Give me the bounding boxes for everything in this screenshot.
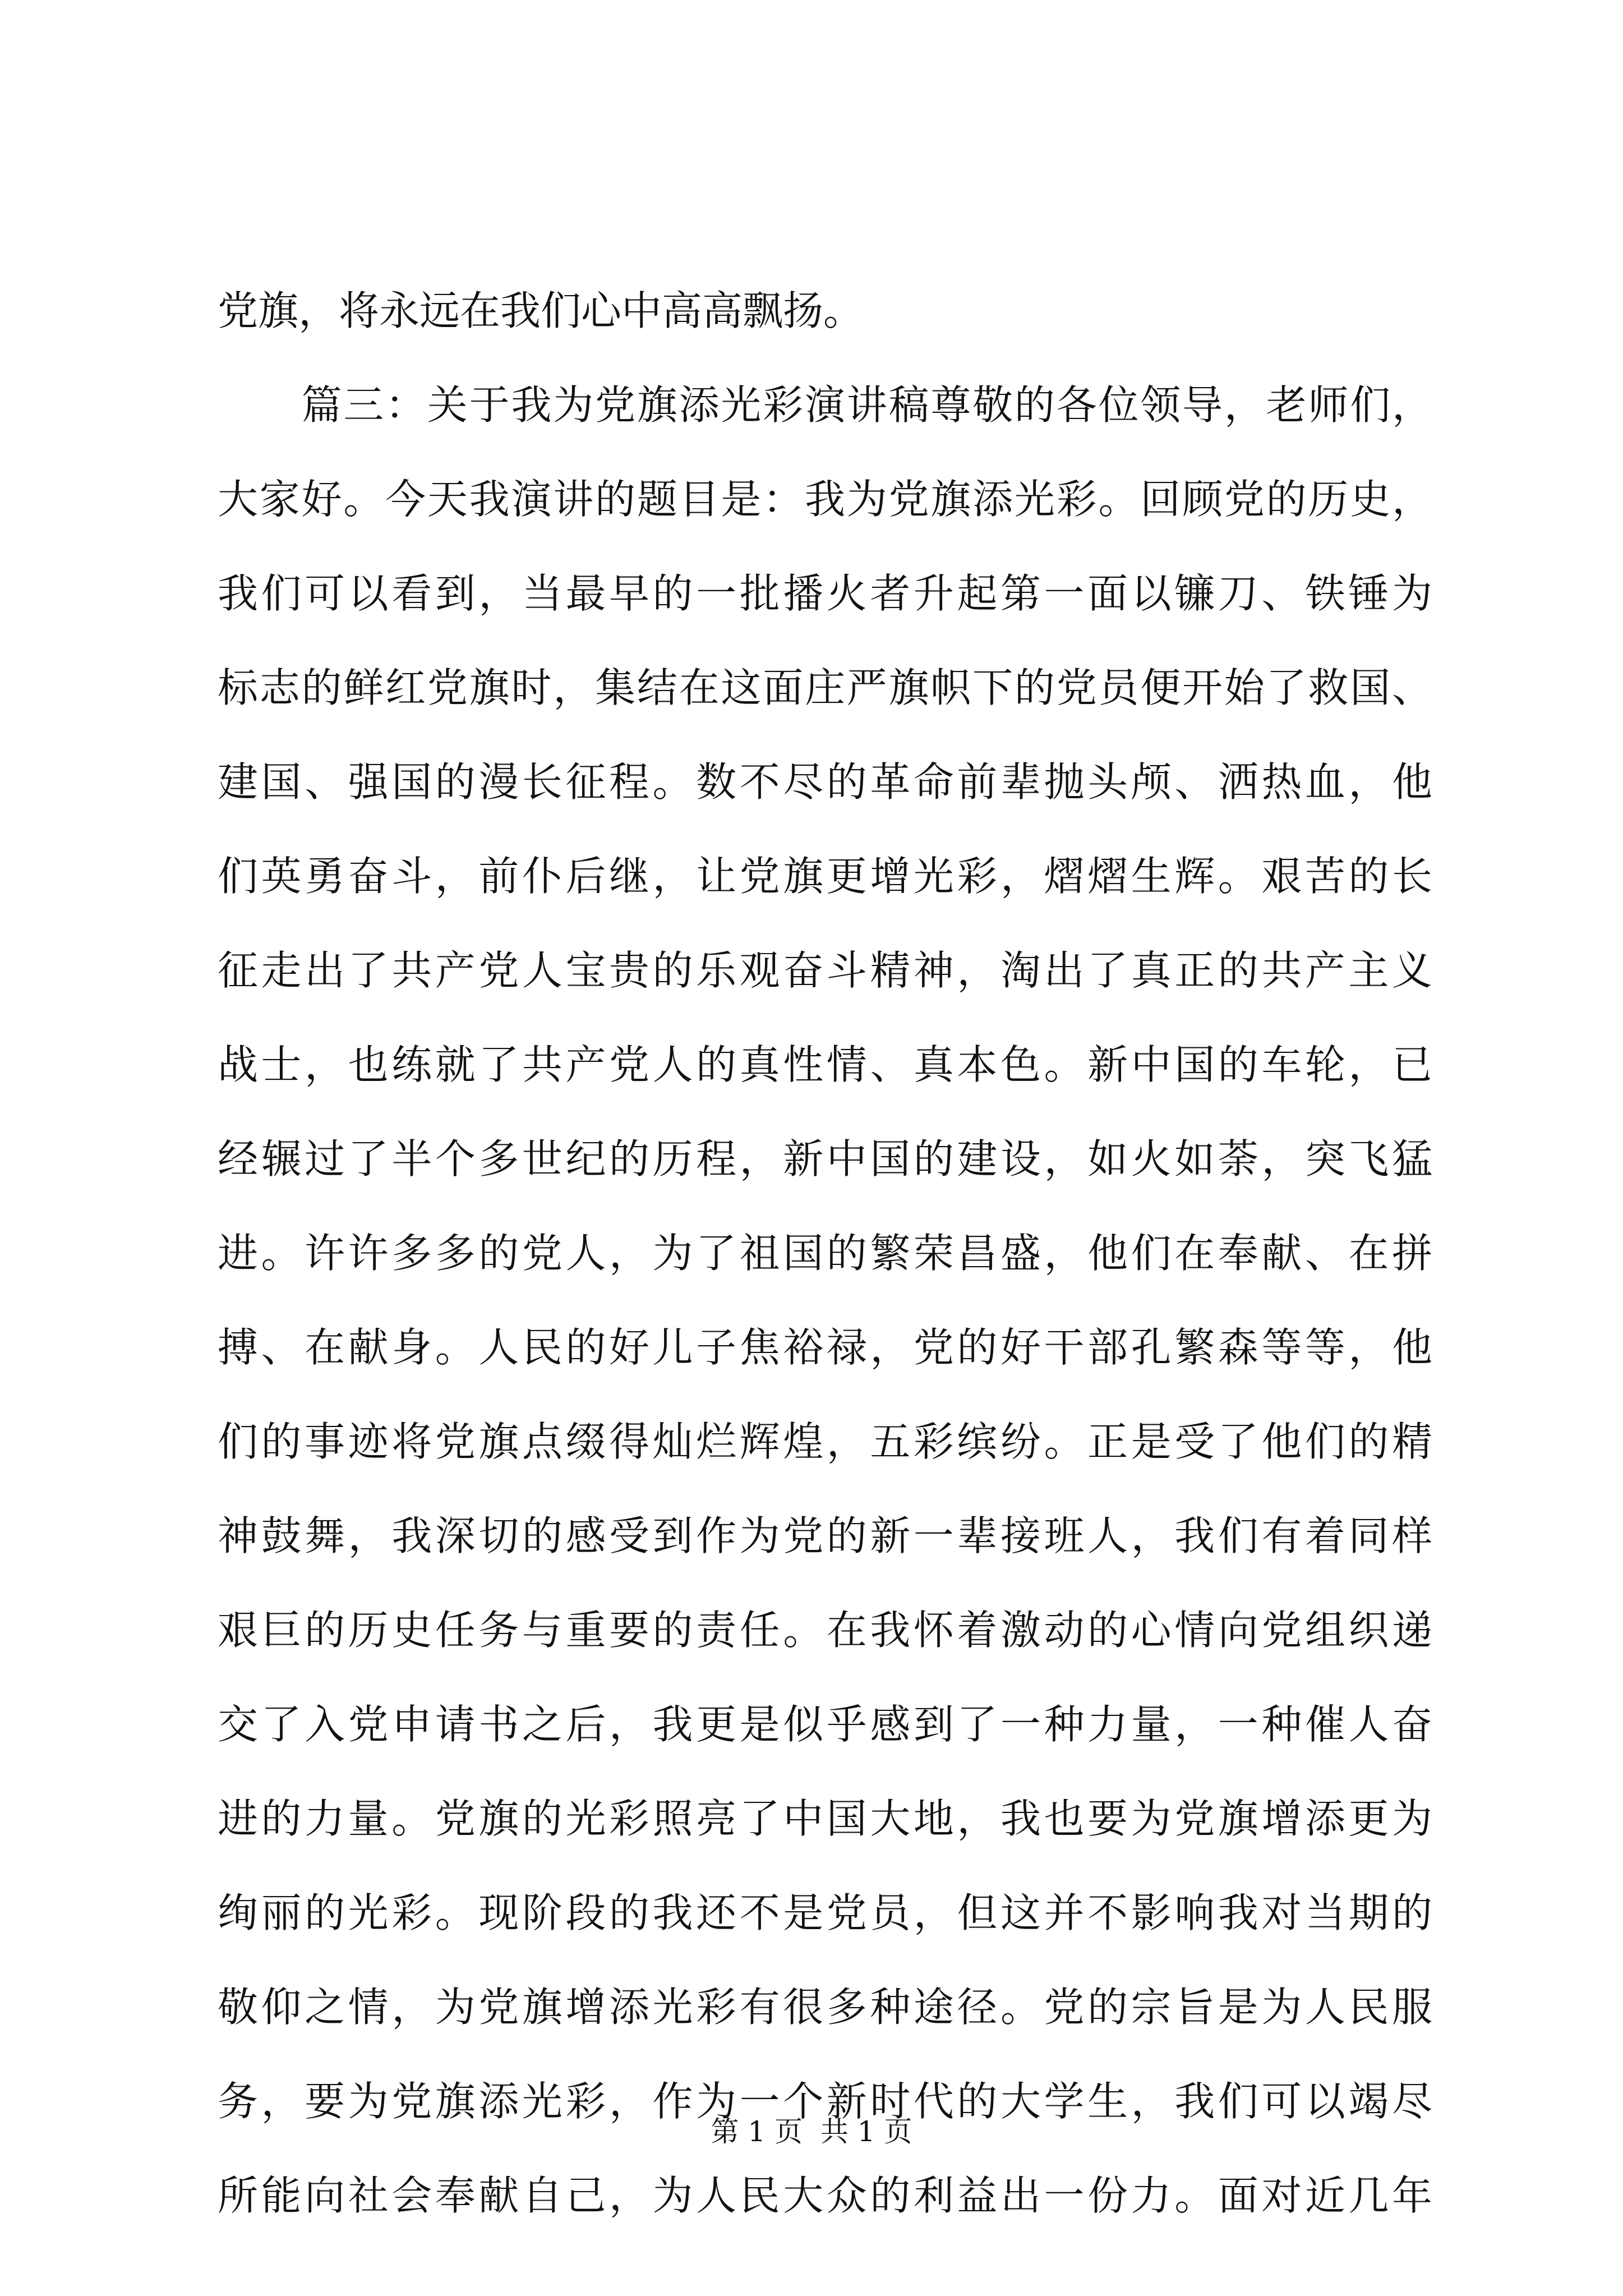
text-line: 所能向社会奉献自己，为人民大众的利益出一份力。面对近几年 <box>218 2172 1432 2219</box>
text-line: 经辗过了半个多世纪的历程，新中国的建设，如火如荼，突飞猛 <box>218 1135 1432 1182</box>
text-line: 进的力量。党旗的光彩照亮了中国大地，我也要为党旗增添更为 <box>218 1795 1432 1842</box>
text-line: 征走出了共产党人宝贵的乐观奋斗精神，淘出了真正的共产主义 <box>218 947 1432 994</box>
text-line: 战士，也练就了共产党人的真性情、真本色。新中国的车轮，已 <box>218 1041 1432 1088</box>
text-line: 标志的鲜红党旗时，集结在这面庄严旗帜下的党员便开始了救国、 <box>218 664 1432 711</box>
text-line: 交了入党申请书之后，我更是似乎感到了一种力量，一种催人奋 <box>218 1701 1432 1748</box>
text-line: 务，要为党旗添光彩，作为一个新时代的大学生，我们可以竭尽 <box>218 2078 1432 2125</box>
page-number: 第 1 页 共 1 页 <box>711 2115 912 2148</box>
text-line: 我们可以看到，当最早的一批播火者升起第一面以镰刀、铁锤为 <box>218 570 1432 617</box>
text-line: 党旗，将永远在我们心中高高飘扬。 <box>218 287 864 334</box>
text-line: 绚丽的光彩。现阶段的我还不是党员，但这并不影响我对当期的 <box>218 1889 1432 1936</box>
text-line: 建国、强国的漫长征程。数不尽的革命前辈抛头颅、洒热血，他 <box>218 758 1432 806</box>
text-line: 们英勇奋斗，前仆后继，让党旗更增光彩，熠熠生辉。艰苦的长 <box>218 853 1432 900</box>
text-line: 进。许许多多的党人，为了祖国的繁荣昌盛，他们在奉献、在拼 <box>218 1230 1432 1277</box>
text-line: 艰巨的历史任务与重要的责任。在我怀着激动的心情向党组织递 <box>218 1607 1432 1654</box>
body-text <box>218 264 1432 2243</box>
text-line: 大家好。今天我演讲的题目是：我为党旗添光彩。回顾党的历史， <box>218 476 1432 523</box>
text-line: 搏、在献身。人民的好儿子焦裕禄，党的好干部孔繁森等等，他 <box>218 1324 1432 1371</box>
text-line: 们的事迹将党旗点缀得灿烂辉煌，五彩缤纷。正是受了他们的精 <box>218 1418 1432 1465</box>
text-line: 神鼓舞，我深切的感受到作为党的新一辈接班人，我们有着同样 <box>218 1512 1432 1559</box>
text-line: 篇三：关于我为党旗添光彩演讲稿尊敬的各位领导，老师们， <box>218 381 1432 429</box>
text-line: 敬仰之情，为党旗增添光彩有很多种途径。党的宗旨是为人民服 <box>218 1984 1432 2031</box>
page-footer <box>0 2112 1623 2151</box>
